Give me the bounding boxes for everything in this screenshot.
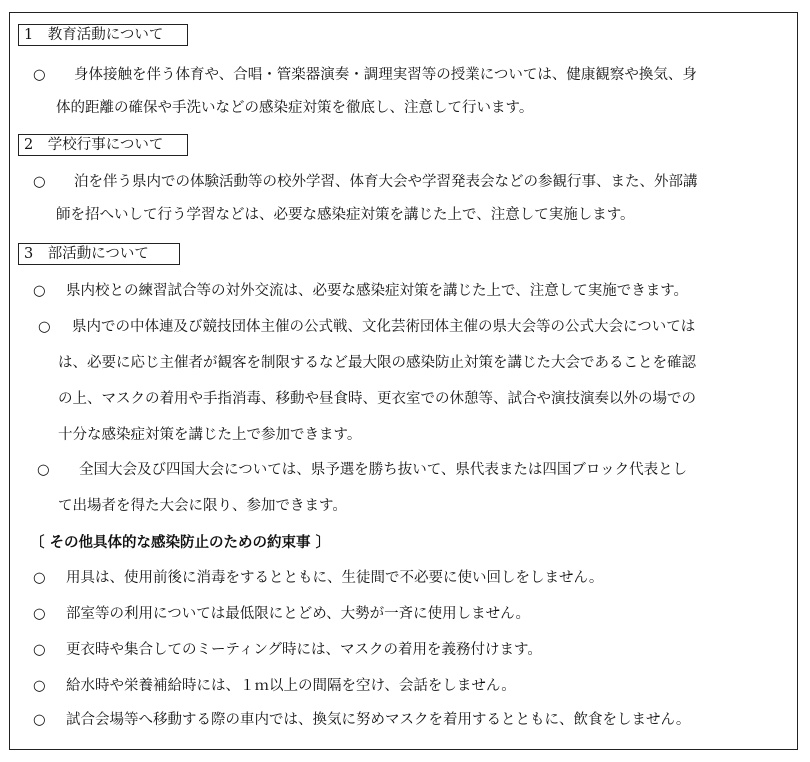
section-heading-education: 1 教育活動について: [18, 24, 188, 46]
rule-item: 用具は、使用前後に消毒をするとともに、生徒間で不必要に使い回しをしません。: [66, 570, 604, 586]
paragraph-line: の上、マスクの着用や手指消毒、移動や昼食時、更衣室での休憩等、試合や演技演奏以外の場での: [58, 391, 696, 407]
paragraph-line: 体的距離の確保や手洗いなどの感染症対策を徹底し、注意して行います。: [56, 100, 534, 116]
paragraph-line: 県内での中体連及び競技団体主催の公式戦、文化芸術団体主催の県大会等の公式大会については: [72, 319, 696, 335]
paragraph-line: 師を招へいして行う学習などは、必要な感染症対策を講じた上で、注意して実施します。: [56, 207, 635, 223]
bullet-marker: ○: [37, 462, 50, 478]
bullet-marker: ○: [33, 712, 46, 728]
rules-heading: 〔 その他具体的な感染防止のための約束事 〕: [30, 534, 331, 551]
paragraph-line: て出場者を得た大会に限り、参加できます。: [58, 498, 347, 514]
paragraph-line: 泊を伴う県内での体験活動等の校外学習、体育大会や学習発表会などの参観行事、また、外部講: [74, 174, 698, 190]
bullet-marker: ○: [33, 174, 46, 190]
section-heading-school-events: 2 学校行事について: [18, 134, 188, 156]
rule-item: 試合会場等へ移動する際の車内では、換気に努めマスクを着用するとともに、飲食をしません。: [66, 712, 691, 728]
paragraph-line: は、必要に応じ主催者が観客を制限するなど最大限の感染防止対策を講じた大会であることを確認: [58, 355, 696, 371]
bullet-marker: ○: [33, 606, 46, 622]
bullet-marker: ○: [33, 642, 46, 658]
paragraph-line: 十分な感染症対策を講じた上で参加できます。: [58, 427, 362, 443]
bullet-marker: ○: [38, 319, 51, 335]
paragraph-line: 身体接触を伴う体育や、合唱・管楽器演奏・調理実習等の授業については、健康観察や換気、身: [74, 67, 697, 83]
rule-item: 給水時や栄養補給時には、１ｍ以上の間隔を空け、会話をしません。: [66, 678, 516, 694]
bullet-marker: ○: [33, 570, 46, 586]
bullet-marker: ○: [33, 283, 46, 299]
section-heading-club-activities: 3 部活動について: [18, 243, 180, 265]
paragraph-line: 県内校との練習試合等の対外交流は、必要な感染症対策を講じた上で、注意して実施できます。: [66, 283, 689, 299]
paragraph-line: 全国大会及び四国大会については、県予選を勝ち抜いて、県代表または四国ブロック代表とし: [79, 462, 688, 478]
rule-item: 部室等の利用については最低限にとどめ、大勢が一斉に使用しません。: [66, 606, 530, 622]
rule-item: 更衣時や集合してのミーティング時には、マスクの着用を義務付けます。: [66, 642, 542, 658]
bullet-marker: ○: [33, 67, 46, 83]
bullet-marker: ○: [33, 678, 46, 694]
